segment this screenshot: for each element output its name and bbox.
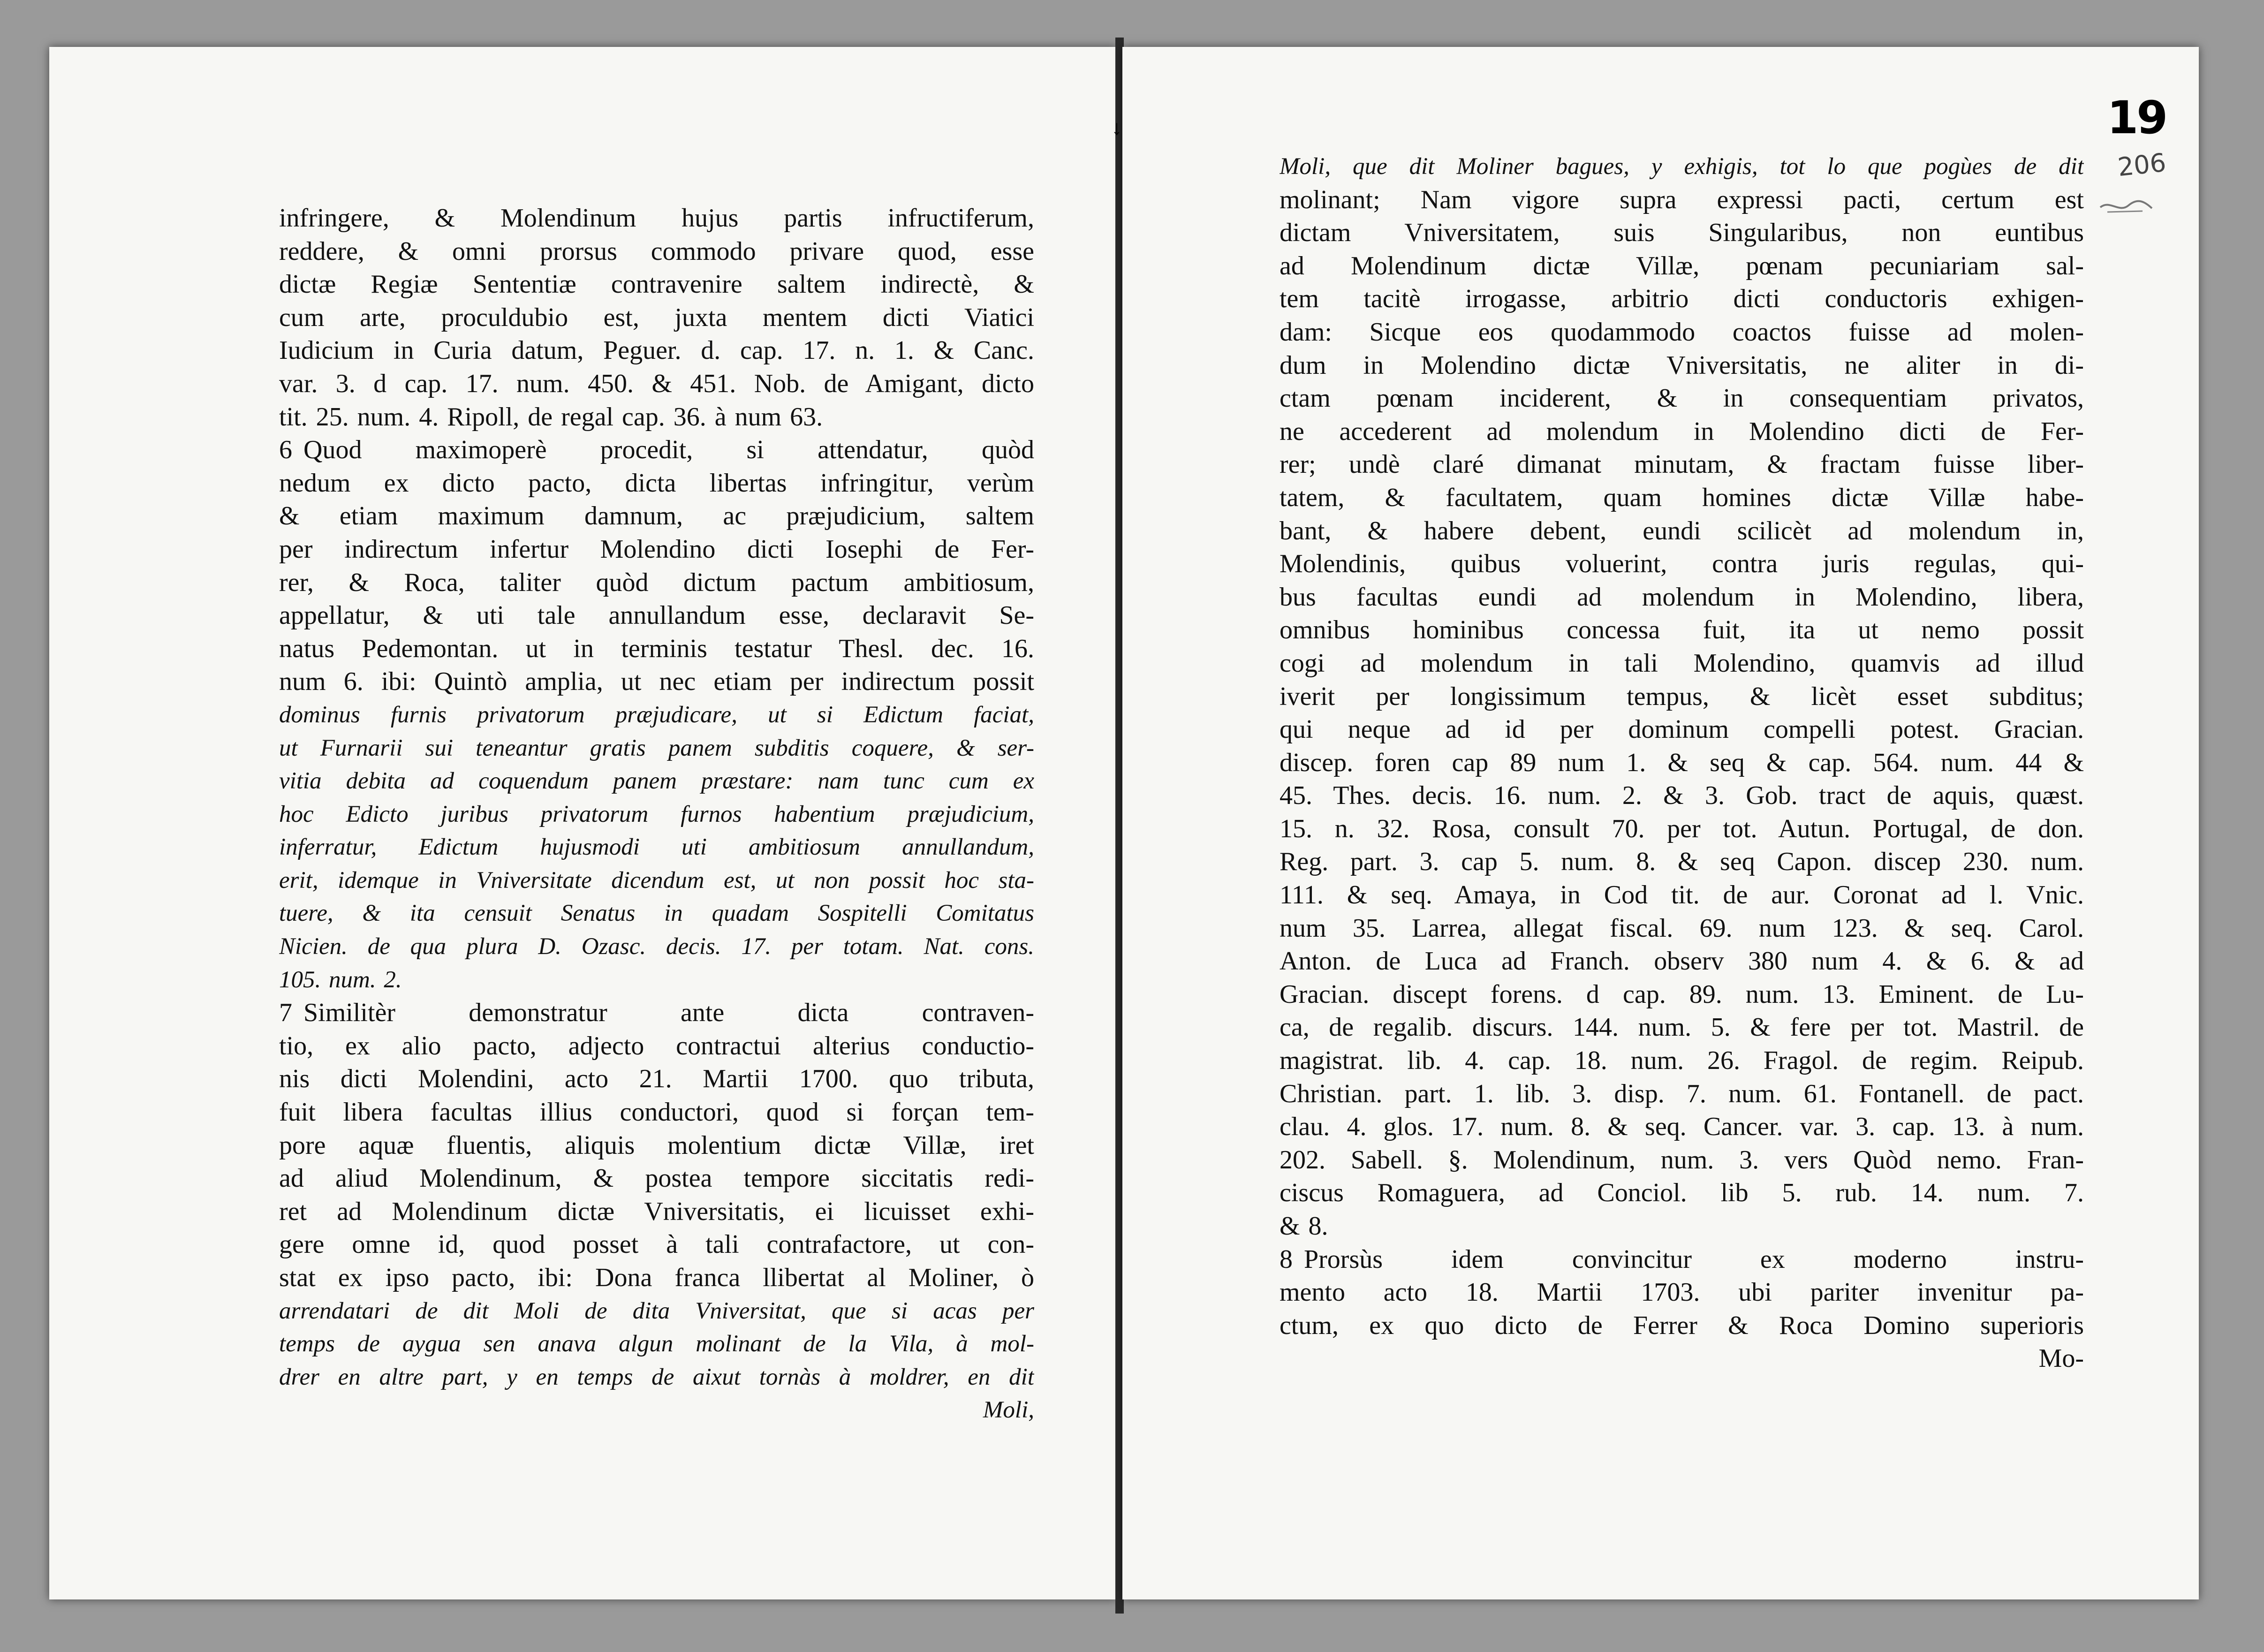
text-line: [1280, 1210, 2084, 1243]
line-text: Gracian. discept forens. d cap. 89. num. 13. Eminent. de Lu-: [1280, 979, 2084, 1009]
text-line: [1280, 614, 2084, 647]
text-line: [1280, 1309, 2084, 1342]
folio-number: 19: [2107, 91, 2166, 144]
text-line: [279, 963, 1034, 997]
text-line: [1280, 879, 2084, 912]
text-line: [279, 268, 1034, 301]
line-text: & 8.: [1280, 1212, 1328, 1241]
line-text: Moli,: [983, 1397, 1034, 1424]
line-text: discep. foren cap 89 num 1. & seq & cap. 564. num. 44 &: [1280, 748, 2084, 777]
text-line: [279, 433, 1034, 467]
line-text: dominus furnis privatorum præjudicare, ut si Edictum faciat,: [279, 701, 1034, 728]
line-text: arrendatari de dit Moli de dita Vniversitat, que si acas per: [279, 1297, 1034, 1324]
text-line: [1280, 448, 2084, 481]
line-text: 105. num. 2.: [279, 966, 402, 993]
line-text: 111. & seq. Amaya, in Cod tit. de aur. Coronat ad l. Vnic.: [1280, 880, 2084, 910]
line-text: mento acto 18. Martii 1703. ubi pariter invenitur pa-: [1280, 1278, 2084, 1307]
paragraph-number: 7: [279, 998, 292, 1028]
text-line: [1280, 746, 2084, 780]
line-text: bant, & habere debent, eundi scilicèt ad molendum in,: [1280, 516, 2084, 546]
text-line: [279, 1361, 1034, 1394]
line-text: iverit per longissimum tempus, & licèt esset subditus;: [1280, 682, 2084, 711]
line-text: ca, de regalib. discurs. 144. num. 5. & fere per tot. Mastril. de: [1280, 1013, 2084, 1042]
text-line: [279, 401, 1034, 434]
line-text: nedum ex dicto pacto, dicta libertas infringitur, verùm: [279, 468, 1034, 498]
text-line: [279, 1062, 1034, 1096]
line-text: tuere, & ita censuit Senatus in quadam Sospitelli Comitatus: [279, 900, 1034, 927]
line-text: ret ad Molendinum dictæ Vniversitatis, ei licuisset exhi-: [279, 1197, 1034, 1226]
line-text: ad Molendinum dictæ Villæ, pœnam pecuniariam sal-: [1280, 251, 2084, 280]
text-line: [1280, 316, 2084, 349]
text-line: [1280, 481, 2084, 515]
line-text: Similitèr demonstratur ante dicta contraven-: [303, 998, 1034, 1028]
text-line: [279, 1030, 1034, 1063]
right-page-text: [1280, 150, 2084, 1375]
text-line: [279, 1261, 1034, 1295]
text-line: [1280, 812, 2084, 846]
text-line: [279, 1295, 1034, 1328]
line-text: pore aquæ fluentis, aliquis molentium dictæ Villæ, iret: [279, 1130, 1034, 1160]
line-text: ctum, ex quo dicto de Ferrer & Roca Domino superioris: [1280, 1311, 2084, 1340]
line-text: reddere, & omni prorsus commodo privare quod, esse: [279, 236, 1034, 266]
line-text: tio, ex alio pacto, adjecto contractui alterius conductio-: [279, 1031, 1034, 1061]
text-line: [279, 301, 1034, 334]
left-page-text: [279, 202, 1034, 1427]
line-text: ad aliud Molendinum, & postea tempore siccitatis redi-: [279, 1164, 1034, 1193]
text-line: [1280, 945, 2084, 978]
line-text: dam: Sicque eos quodammodo coactos fuisse ad molen-: [1280, 317, 2084, 347]
text-line: [1280, 647, 2084, 680]
line-text: Molendinis, quibus voluerint, contra juris regulas, qui-: [1280, 549, 2084, 579]
line-text: magistrat. lib. 4. cap. 18. num. 26. Fragol. de regim. Reipub.: [1280, 1046, 2084, 1076]
text-line: [1280, 1011, 2084, 1044]
line-text: num 35. Larrea, allegat fiscal. 69. num 123. & seq. Carol.: [1280, 913, 2084, 943]
text-line: [1280, 250, 2084, 283]
text-line: [1280, 581, 2084, 614]
text-line: [279, 202, 1034, 235]
line-text: appellatur, & uti tale annullandum esse, declaravit Se-: [279, 601, 1034, 630]
text-line: [1280, 912, 2084, 945]
line-text: Quod maximoperè procedit, si attendatur, quòd: [303, 435, 1034, 465]
line-text: per indirectum infertur Molendino dicti Iosephi de Fer-: [279, 534, 1034, 564]
text-line: [279, 1129, 1034, 1162]
text-line: [1280, 680, 2084, 713]
line-text: Reg. part. 3. cap 5. num. 8. & seq Capon. discep 230. num.: [1280, 847, 2084, 877]
line-text: gere omne id, quod posset à tali contrafactore, ut con-: [279, 1230, 1034, 1259]
text-line: [1280, 515, 2084, 548]
line-text: tem tacitè irrogasse, arbitrio dicti conductoris exhigen-: [1280, 284, 2084, 314]
paragraph-number: 6: [279, 435, 292, 465]
text-line: [279, 897, 1034, 930]
text-line: [279, 864, 1034, 897]
line-text: hoc Edicto juribus privatorum furnos habentium præjudicium,: [279, 801, 1034, 827]
text-line: [279, 1162, 1034, 1195]
paragraph-number: 8: [1280, 1244, 1293, 1274]
text-line: [279, 765, 1034, 798]
text-line: [279, 732, 1034, 765]
line-text: molinant; Nam vigore supra expressi pacti, certum est: [1280, 185, 2084, 214]
line-text: bus facultas eundi ad molendum in Molendino, libera,: [1280, 582, 2084, 612]
text-line: [1280, 845, 2084, 879]
text-line: [279, 235, 1034, 268]
text-line: [279, 500, 1034, 533]
line-text: Anton. de Luca ad Franch. observ 380 num 4. & 6. & ad: [1280, 947, 2084, 976]
line-text: Nicien. de qua plura D. Ozasc. decis. 17. per totam. Nat. cons.: [279, 933, 1034, 960]
text-line: [1280, 1342, 2084, 1375]
line-text: stat ex ipso pacto, ibi: Dona franca llibertat al Moliner, ò: [279, 1263, 1034, 1292]
line-text: drer en altre part, y en temps de aixut tornàs à moldrer, en dit: [279, 1364, 1034, 1390]
text-line: [1280, 779, 2084, 812]
line-text: natus Pedemontan. ut in terminis testatur Thesl. dec. 16.: [279, 634, 1034, 663]
text-line: [1280, 282, 2084, 316]
line-text: tatem, & facultatem, quam homines dictæ Villæ habe-: [1280, 483, 2084, 512]
line-text: num 6. ibi: Quintò amplia, ut nec etiam per indirectum possit: [279, 667, 1034, 697]
right-page: [1122, 47, 2199, 1599]
text-line: [279, 334, 1034, 367]
text-line: [279, 566, 1034, 599]
line-text: Iudicium in Curia datum, Peguer. d. cap. 17. n. 1. & Canc.: [279, 336, 1034, 365]
line-text: Mo-: [2038, 1344, 2084, 1373]
line-text: tit. 25. num. 4. Ripoll, de regal cap. 36. à num 63.: [279, 402, 823, 432]
text-line: [279, 1195, 1034, 1228]
text-line: [279, 632, 1034, 666]
text-line: [1280, 150, 2084, 183]
line-text: qui neque ad id per dominum compelli potest. Gracian.: [1280, 715, 2084, 744]
line-text: ut Furnarii sui teneantur gratis panem subditis coquere, & ser-: [279, 735, 1034, 761]
text-line: [1280, 1243, 2084, 1276]
text-line: [279, 996, 1034, 1030]
line-text: var. 3. d cap. 17. num. 450. & 451. Nob. de Amigant, dicto: [279, 369, 1034, 398]
text-line: [1280, 547, 2084, 581]
line-text: ne accederent ad molendum in Molendino dicti de Fer-: [1280, 417, 2084, 446]
text-line: [279, 533, 1034, 566]
line-text: rer; undè claré dimanat minutam, & fractam fuisse liber-: [1280, 450, 2084, 479]
text-line: [1280, 713, 2084, 746]
line-text: nis dicti Molendini, acto 21. Martii 1700. quo tributa,: [279, 1064, 1034, 1094]
line-text: rer, & Roca, taliter quòd dictum pactum ambitiosum,: [279, 568, 1034, 597]
text-line: [1280, 349, 2084, 382]
text-line: [279, 1096, 1034, 1129]
text-line: [279, 467, 1034, 500]
line-text: ciscus Romaguera, ad Conciol. lib 5. rub. 14. num. 7.: [1280, 1178, 2084, 1208]
line-text: dictam Vniversitatem, suis Singularibus, non euntibus: [1280, 218, 2084, 248]
text-line: [279, 599, 1034, 632]
line-text: 45. Thes. decis. 16. num. 2. & 3. Gob. tract de aquis, quæst.: [1280, 781, 2084, 811]
folio-sub-number: 206: [2116, 147, 2168, 182]
line-text: 15. n. 32. Rosa, consult 70. per tot. Autun. Portugal, de don.: [1280, 814, 2084, 843]
line-text: ctam pœnam inciderent, & in consequentiam privatos,: [1280, 384, 2084, 413]
left-page: [49, 47, 1116, 1599]
text-line: [1280, 978, 2084, 1011]
text-line: [1280, 382, 2084, 415]
text-line: [279, 367, 1034, 401]
text-line: [1280, 1044, 2084, 1077]
line-text: clau. 4. glos. 17. num. 8. & seq. Cancer. var. 3. cap. 13. à num.: [1280, 1112, 2084, 1142]
line-text: temps de aygua sen anava algun molinant de la Vila, à mol-: [279, 1331, 1034, 1357]
text-line: [1280, 1077, 2084, 1111]
gutter-mark: ↓: [1112, 116, 1122, 139]
line-text: Prorsùs idem convincitur ex moderno instru-: [1304, 1244, 2084, 1274]
text-line: [1280, 1276, 2084, 1309]
line-text: dictæ Regiæ Sententiæ contravenire saltem indirectè, &: [279, 270, 1034, 299]
line-text: vitia debita ad coquendum panem præstare: nam tunc cum ex: [279, 768, 1034, 795]
text-line: [1280, 1144, 2084, 1177]
text-line: [279, 930, 1034, 963]
line-text: infringere, & Molendinum hujus partis infructiferum,: [279, 204, 1034, 233]
text-line: [279, 665, 1034, 698]
text-line: [1280, 415, 2084, 448]
text-line: [279, 831, 1034, 864]
line-text: omnibus hominibus concessa fuit, ita ut nemo possit: [1280, 615, 2084, 645]
line-text: fuit libera facultas illius conductori, quod si forçan tem-: [279, 1098, 1034, 1127]
line-text: erit, idemque in Vniversitate dicendum est, ut non possit hoc sta-: [279, 867, 1034, 894]
text-line: [279, 1394, 1034, 1427]
line-text: & etiam maximum damnum, ac præjudicium, saltem: [279, 501, 1034, 531]
text-line: [1280, 216, 2084, 250]
text-line: [1280, 1110, 2084, 1144]
line-text: dum in Molendino dictæ Vniversitatis, ne aliter in di-: [1280, 350, 2084, 380]
text-line: [279, 1327, 1034, 1361]
text-line: [1280, 183, 2084, 217]
line-text: cogi ad molendum in tali Molendino, quamvis ad illud: [1280, 648, 2084, 678]
line-text: Christian. part. 1. lib. 3. disp. 7. num. 61. Fontanell. de pact.: [1280, 1079, 2084, 1108]
line-text: 202. Sabell. §. Molendinum, num. 3. vers Quòd nemo. Fran-: [1280, 1145, 2084, 1175]
text-line: [279, 1228, 1034, 1261]
text-line: [1280, 1176, 2084, 1210]
text-line: [279, 798, 1034, 831]
line-text: inferratur, Edictum hujusmodi uti ambitiosum annullandum,: [279, 834, 1034, 861]
line-text: cum arte, proculdubio est, juxta mentem dicti Viatici: [279, 303, 1034, 332]
text-line: [279, 698, 1034, 732]
line-text: Moli, que dit Moliner bagues, y exhigis, tot lo que pogùes de dit: [1280, 153, 2084, 180]
pencil-scribble-icon: [2098, 197, 2154, 216]
